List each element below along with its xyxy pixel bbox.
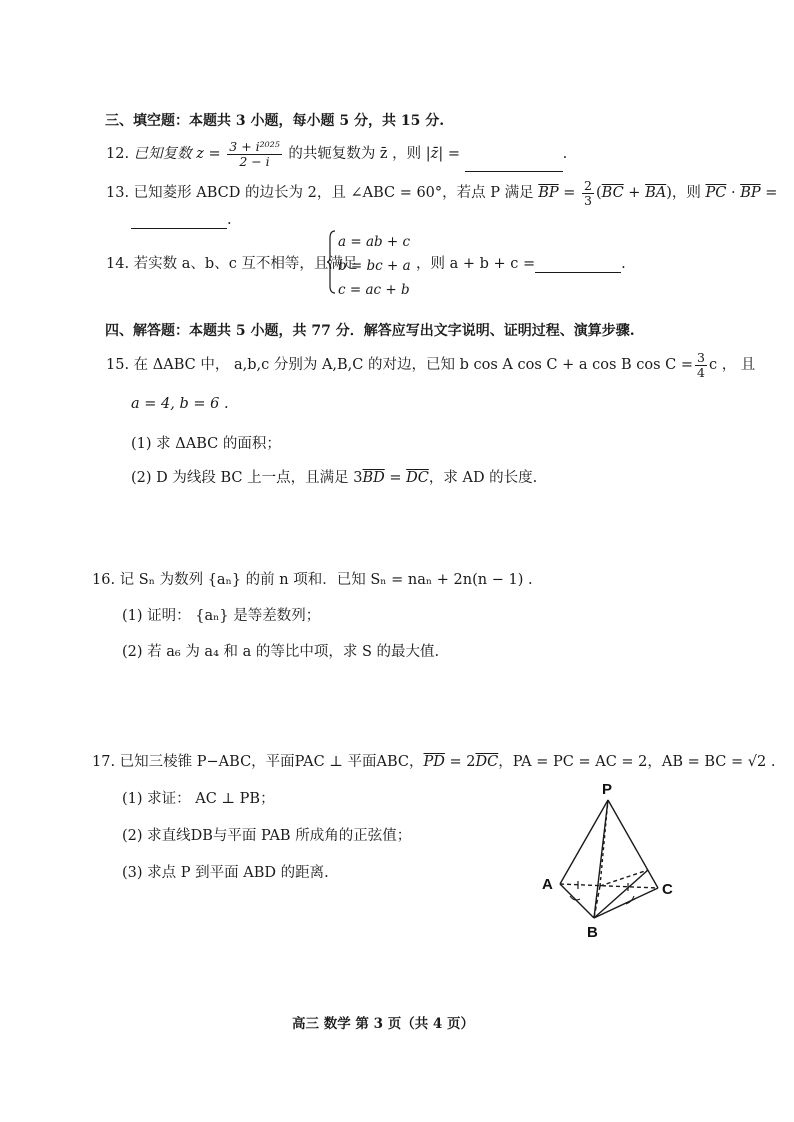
question-text: ，PA = PC = AC = 2，AB = BC = √2 .	[498, 754, 776, 770]
vector-bc: $\overline{BC}$	[601, 185, 624, 201]
fraction-denominator: 3	[584, 192, 592, 208]
plus-sign: +	[623, 185, 646, 201]
figure-label-b: B	[587, 924, 598, 940]
system-brace	[326, 230, 336, 294]
vector-ba: $\overline{BA}$	[645, 185, 667, 201]
answer-blank[interactable]	[465, 137, 563, 172]
question-15-part-1: (1) 求 ΔABC 的面积；	[131, 436, 281, 452]
edge-bc	[594, 888, 658, 918]
answer-blank[interactable]	[535, 256, 621, 273]
paren: )	[666, 185, 672, 201]
dot-operator: ·	[726, 185, 741, 201]
question-17-part-1: (1) 求证： AC ⊥ PB；	[122, 791, 275, 807]
question-17	[92, 750, 775, 771]
question-15-given: a = 4, b = 6 .	[131, 396, 229, 412]
vector-bd: $\overline{BD}$	[362, 470, 385, 486]
fraction-numerator: 3	[697, 350, 705, 366]
fraction-numerator: 2	[584, 178, 592, 194]
fraction	[227, 140, 281, 167]
question-15-part-2	[131, 466, 537, 487]
equation-line: c = ac + b	[338, 282, 410, 298]
period: .	[562, 146, 568, 162]
equation-line: b = bc + a	[338, 258, 411, 274]
figure-label-p: P	[602, 781, 613, 798]
period: .	[621, 256, 626, 272]
question-17-part-2: (2) 求直线DB与平面 PAB 所成角的正弦值；	[122, 828, 412, 844]
equals-sign: =	[384, 470, 407, 486]
tetrahedron-figure	[530, 780, 690, 940]
question-13	[106, 176, 777, 210]
equation-system	[338, 230, 411, 302]
page-footer: 高三 数学 第 3 页（共 4 页）	[292, 1016, 474, 1032]
vector-pd: $\overline{PD}$	[423, 754, 445, 770]
question-text: ，求 AD 的长度.	[428, 470, 538, 486]
paren: (	[596, 185, 602, 201]
equation-line: a = ab + c	[338, 234, 411, 250]
period: .	[227, 212, 232, 228]
question-17-part-3: (3) 求点 P 到平面 ABD 的距离.	[122, 865, 329, 881]
question-text: 的共轭复数为 z̄ ，则	[288, 146, 422, 162]
equals-sign: =	[760, 185, 778, 201]
vector-bp: $\overline{BP}$	[538, 185, 559, 201]
equals-sign: = 2	[444, 754, 476, 770]
fraction-numerator: 3 + i²⁰²⁵	[229, 139, 280, 155]
figure-label-a: A	[542, 876, 553, 893]
question-14	[106, 252, 357, 273]
question-number: 16.	[92, 572, 116, 588]
question-text: 已知三棱锥 P−ABC，平面PAC ⊥ 平面ABC，	[119, 754, 424, 770]
edge-pc	[608, 800, 658, 888]
question-14-ask	[416, 252, 626, 273]
question-number: 13.	[106, 185, 130, 201]
question-number: 15.	[106, 357, 130, 373]
equals-sign: =	[443, 146, 465, 162]
question-16-part-2: (2) 若 a₆ 为 a₄ 和 a 的等比中项，求 S 的最大值.	[122, 644, 440, 660]
abs-expression: |z̄|	[425, 146, 444, 162]
vector-dc: $\overline{DC}$	[475, 754, 499, 770]
figure-label-c: C	[662, 881, 673, 898]
question-text: ，则	[671, 185, 701, 201]
question-16-part-1: (1) 证明： {aₙ} 是等差数列；	[122, 608, 321, 624]
fraction-denominator: 4	[697, 364, 705, 380]
question-12	[106, 137, 567, 172]
answer-blank[interactable]	[131, 212, 227, 229]
edge-db	[594, 870, 648, 918]
edge-ab	[560, 884, 594, 918]
fraction	[582, 179, 594, 206]
section-4-header: 四、解答题：本题共 5 小题，共 77 分．解答应写出文字说明、证明过程、演算步骤.	[105, 323, 635, 339]
question-text: 已知菱形 ABCD 的边长为 2，且 ∠ABC = 60°，若点 P 满足	[133, 185, 534, 201]
vector-dc: $\overline{DC}$	[406, 470, 429, 486]
question-15	[106, 348, 755, 382]
question-number: 14.	[106, 256, 130, 272]
question-text: ，则 a + b + c =	[416, 256, 536, 272]
fraction	[695, 351, 707, 378]
equals-sign: =	[558, 185, 581, 201]
edge-od	[600, 870, 648, 886]
question-text: 若实数 a、b、c 互不相等，且满足	[133, 256, 358, 272]
question-text: 记 Sₙ 为数列 {aₙ} 的前 n 项和．已知 Sₙ = naₙ + 2n(n − 1) .	[119, 572, 533, 588]
question-text: 在 ΔABC 中， a,b,c 分别为 A,B,C 的对边，已知 b cos A cos C + a cos B cos C =	[133, 357, 694, 373]
edge-ac	[560, 884, 658, 888]
question-number: 17.	[92, 754, 116, 770]
question-number: 12.	[106, 146, 130, 162]
fraction-denominator: 2 − i	[239, 153, 270, 169]
question-13-answer-line	[131, 212, 232, 229]
question-text: 已知复数 z =	[133, 146, 221, 162]
vector-bp: $\overline{BP}$	[740, 185, 761, 201]
question-16	[92, 568, 533, 589]
question-text: c ， 且	[708, 357, 756, 373]
section-3-header: 三、填空题：本题共 3 小题，每小题 5 分，共 15 分.	[105, 113, 445, 129]
question-text: (2) D 为线段 BC 上一点，且满足 3	[131, 470, 363, 486]
vector-pc: $\overline{PC}$	[705, 185, 727, 201]
